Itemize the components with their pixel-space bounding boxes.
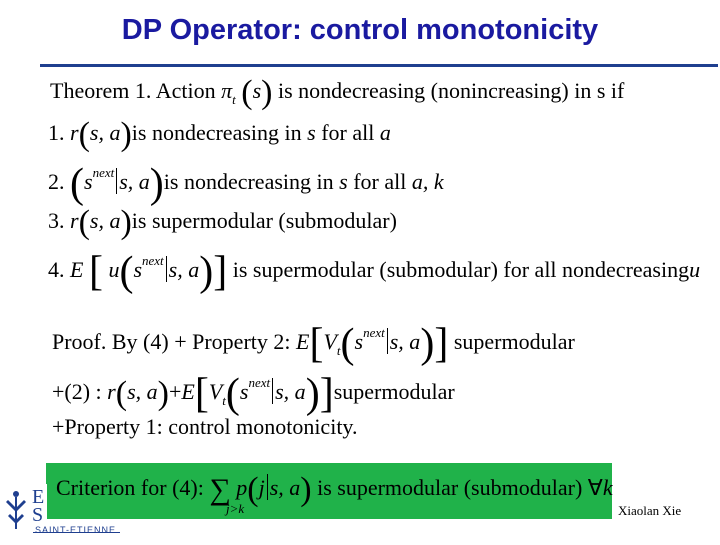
condition-mid: for all xyxy=(353,169,407,194)
condition-r: r xyxy=(70,120,79,145)
proof-text: supermodular xyxy=(453,329,575,354)
theorem-intro: Theorem 1. Action xyxy=(50,78,216,103)
condition-3: 3. r(s, a)is supermodular (submodular) xyxy=(48,204,397,241)
condition-text: is supermodular (submodular) xyxy=(131,208,397,233)
title-divider xyxy=(40,64,718,67)
condition-s: s xyxy=(133,257,143,282)
condition-for-var: a, k xyxy=(411,169,444,194)
criterion-j: j xyxy=(258,475,265,500)
condition-args: s, a xyxy=(89,208,121,233)
condition-E: E xyxy=(70,257,84,282)
proof-sub: t xyxy=(336,343,341,358)
condition-args: s, a xyxy=(119,169,150,194)
condition-1: 1. r(s, a)is nondecreasing in s for all a xyxy=(48,116,391,153)
theorem-pi-sub: t xyxy=(232,92,236,107)
condition-args: s, a xyxy=(89,120,121,145)
theorem-pi: π xyxy=(221,78,233,103)
logo-city: SAINT-ETIENNE xyxy=(35,525,117,535)
condition-4: 4. E [ $u(s^{next}$ s, a)] is supermodular (submodular) for all nondecreasingu xyxy=(48,249,701,295)
proof-sup: next xyxy=(248,375,271,390)
proof-s: s xyxy=(239,379,249,404)
sum-symbol: ∑ xyxy=(209,473,231,506)
forall-symbol: ∀ xyxy=(587,475,603,500)
condition-text: is supermodular (submodular) for all nondecreasing xyxy=(232,257,690,282)
condition-text: is nondecreasing in xyxy=(131,120,302,145)
condition-s: s xyxy=(84,169,93,194)
criterion-text: is supermodular (submodular) xyxy=(317,475,583,500)
condition-sup: next xyxy=(92,165,115,180)
condition-u: u xyxy=(108,257,120,282)
author-name: Xiaolan Xie xyxy=(618,503,682,518)
proof-text: +(2) : xyxy=(52,379,102,404)
condition-args: s, a xyxy=(168,257,200,282)
proof-text: Proof. By (4) + Property 2: xyxy=(52,329,291,354)
criterion-args: s, a xyxy=(269,475,301,500)
criterion-formula: Criterion for (4): ∑ p(j s, a) is supermodular (submodular) ∀k xyxy=(56,471,613,508)
proof-V: V xyxy=(208,379,223,404)
theorem-s: s xyxy=(252,78,262,103)
proof-args: s, a xyxy=(127,379,158,404)
proof-r: r xyxy=(107,379,116,404)
condition-number: 3. xyxy=(48,208,65,233)
condition-text: is nondecreasing in xyxy=(163,169,334,194)
page-title: DP Operator: control monotonicity xyxy=(121,14,599,46)
proof-sub: t xyxy=(222,393,226,408)
condition-number: 1. xyxy=(48,120,65,145)
condition-number: 4. xyxy=(48,257,65,282)
condition-in-var: s xyxy=(339,169,348,194)
proof-sup: next xyxy=(363,325,385,340)
theorem-line: Theorem 1. Action $\pi_t$ (s) is nondecreasing (nonincreasing) in s if xyxy=(50,74,625,111)
school-logo xyxy=(0,484,120,540)
logo-letter-e: E xyxy=(32,486,45,508)
proof-E: E xyxy=(181,379,195,404)
proof-line-3: +Property 1: control monotonicity. xyxy=(52,414,358,439)
proof-plus: + xyxy=(168,379,182,404)
proof-args: s, a xyxy=(389,329,421,354)
condition-for-var: a xyxy=(379,120,391,145)
logo-letter-s: S xyxy=(32,504,44,526)
condition-in-var: s xyxy=(307,120,316,145)
proof-line-1: Proof. By (4) + Property 2: $E[V_t(s^{next}$ s, a)] supermodular xyxy=(52,321,575,367)
condition-sup: next xyxy=(142,253,164,268)
proof-text: supermodular xyxy=(333,379,455,404)
criterion-label: Criterion for (4): xyxy=(56,475,204,500)
condition-r: r xyxy=(70,208,79,233)
condition-u-end: u xyxy=(689,257,701,282)
proof-E: E xyxy=(296,329,310,354)
proof-s: s xyxy=(354,329,364,354)
condition-number: 2. xyxy=(48,169,65,194)
condition-mid: for all xyxy=(321,120,375,145)
criterion-box xyxy=(46,463,612,519)
sum-subscript: j>k xyxy=(226,501,245,516)
proof-args: s, a xyxy=(275,379,306,404)
proof-V: V xyxy=(323,329,337,354)
theorem-tail: is nondecreasing (nonincreasing) in s if xyxy=(277,78,625,103)
proof-line-2: +(2) : r(s, $a)+E[V_t(s^{next}$ s, a)]supermodular xyxy=(52,371,455,417)
criterion-p: p xyxy=(236,475,248,500)
criterion-k: k xyxy=(602,475,613,500)
condition-2: 2. ($s^{next}$ s, a)is nondecreasing in s for all a, k xyxy=(48,161,444,207)
